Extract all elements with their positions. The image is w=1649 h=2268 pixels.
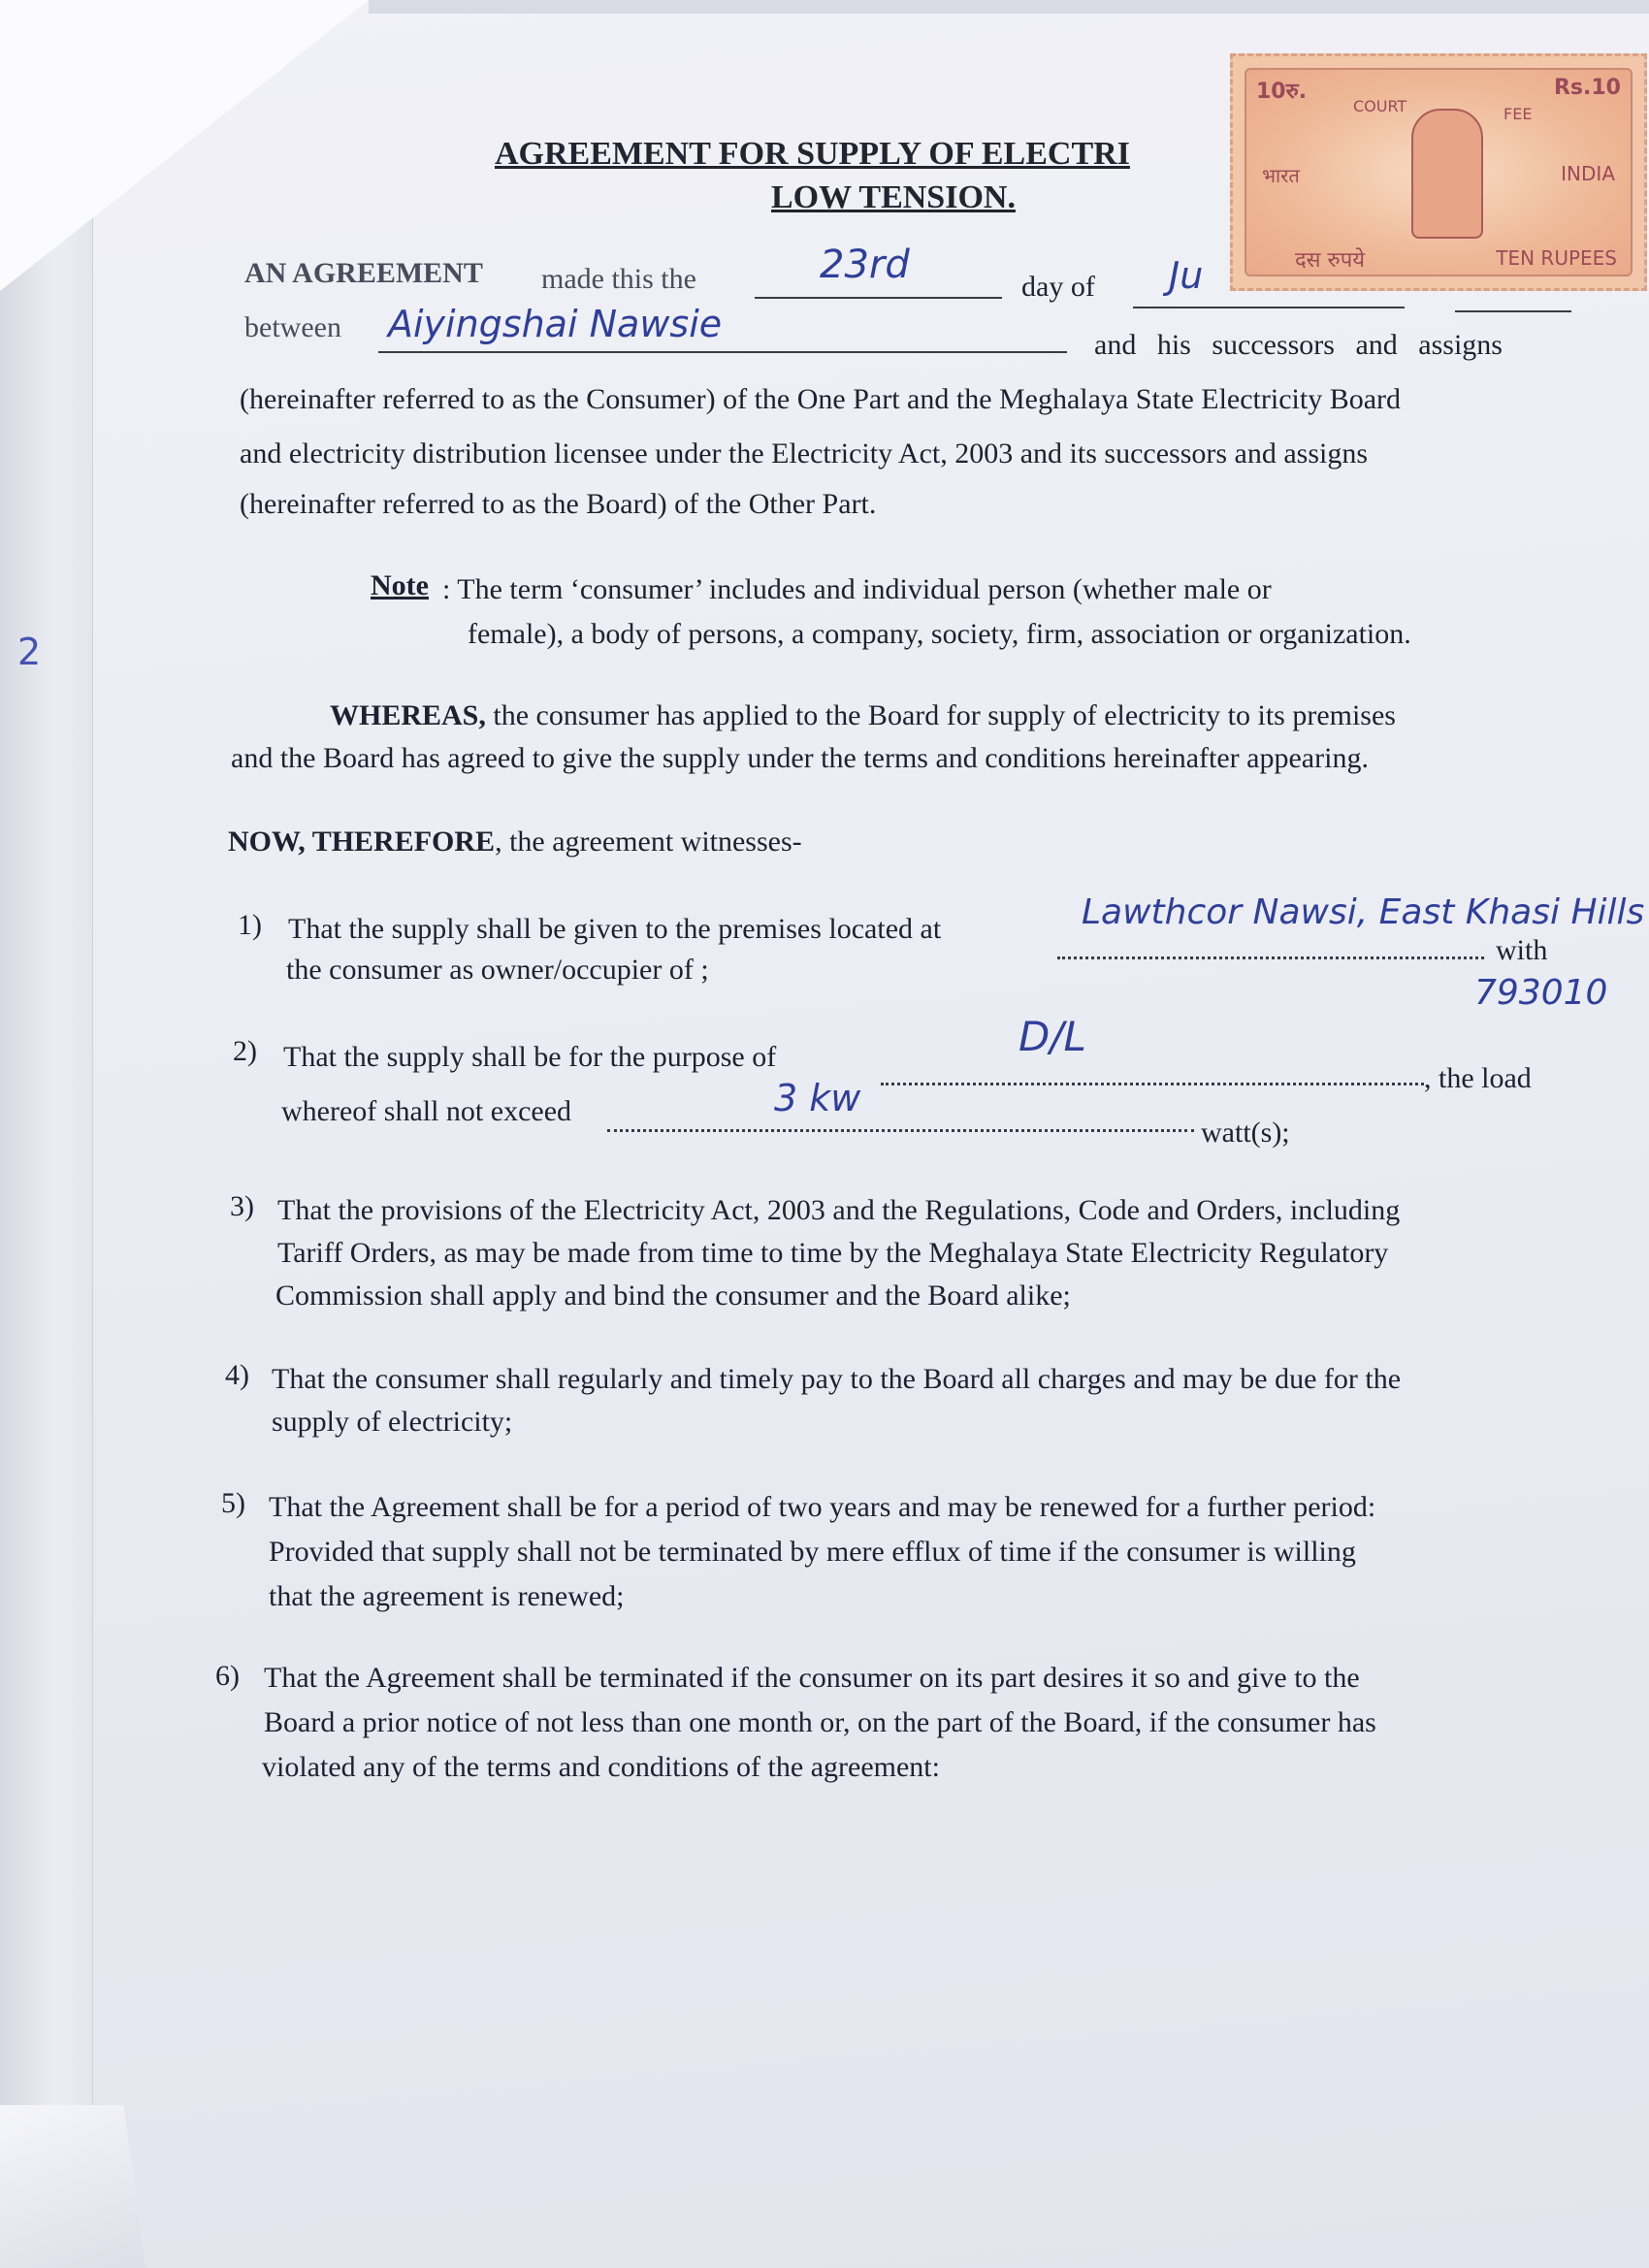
preamble-day-of: day of [1021, 271, 1095, 303]
stamp-english-amount: TEN RUPEES [1496, 246, 1617, 270]
stamp-hindi-amount: दस रुपये [1295, 248, 1365, 273]
note-label: Note [371, 569, 429, 601]
handwritten-month: Ju [1169, 254, 1204, 297]
clause-2-number: 2) [233, 1035, 257, 1067]
purpose-dotted-line [881, 1083, 1424, 1085]
clause-2-line2: whereof shall not exceed [281, 1095, 572, 1127]
folded-corner-top-left [0, 0, 369, 291]
handwritten-purpose: D/L [1018, 1013, 1086, 1060]
clause-1-number: 1) [238, 909, 262, 941]
clause-2-line2-end: watt(s); [1201, 1117, 1290, 1149]
clause-1-line1-end: with [1496, 934, 1548, 966]
preamble-made-this: made this the [541, 263, 696, 295]
whereas-lead: WHEREAS, [330, 699, 486, 731]
preamble-lead: AN AGREEMENT [244, 257, 483, 289]
stamp-india-label: INDIA [1561, 162, 1615, 185]
handwritten-day: 23rd [820, 243, 910, 287]
now-therefore-line [228, 823, 802, 861]
clause-6-line3: violated any of the terms and conditions of the agreement: [262, 1751, 940, 1783]
clause-1-line2: the consumer as owner/occupier of ; [286, 954, 709, 986]
handwritten-pincode: 793010 [1474, 973, 1608, 1013]
folded-corner-bottom-left [0, 2105, 146, 2268]
year-blank-line [1455, 310, 1571, 312]
margin-handwritten-number: 2 [17, 631, 42, 673]
left-page-edge [0, 0, 93, 2268]
preamble-line4: and electricity distribution licensee under the Electricity Act, 2003 and its successors and assigns [240, 437, 1369, 470]
whereas-line1 [330, 697, 1396, 735]
clause-3-line3: Commission shall apply and bind the consumer and the Board alike; [275, 1280, 1071, 1312]
handwritten-load: 3 kw [774, 1077, 861, 1119]
clause-1-line1: That the supply shall be given to the premises located at [288, 913, 942, 945]
consumer-name-blank-line [378, 351, 1067, 353]
preamble-between: between [244, 311, 341, 343]
top-page-edge [369, 0, 1649, 14]
month-blank-line [1133, 307, 1405, 308]
preamble-successors: and his successors and assigns [1094, 329, 1503, 361]
national-emblem-icon [1411, 109, 1483, 239]
now-therefore-rest: , the agreement witnesses- [495, 826, 802, 858]
clause-6-number: 6) [215, 1660, 240, 1692]
note-line1: : The term ‘consumer’ includes and individual person (whether male or [442, 573, 1272, 605]
handwritten-consumer-name: Aiyingshai Nawsie [388, 303, 723, 345]
stamp-fee-label: FEE [1504, 105, 1533, 123]
clause-4-line2: supply of electricity; [272, 1406, 513, 1438]
preamble-line3: (hereinafter referred to as the Consumer) of the One Part and the Meghalaya State Electricity Board [240, 383, 1402, 415]
clause-2-line1: That the supply shall be for the purpose of [283, 1041, 777, 1073]
clause-3-line1: That the provisions of the Electricity Act, 2003 and the Regulations, Code and Orders, including [277, 1194, 1401, 1226]
clause-4-line1: That the consumer shall regularly and timely pay to the Board all charges and may be due for the [272, 1363, 1402, 1395]
clause-6-line2: Board a prior notice of not less than one month or, on the part of the Board, if the consumer has [264, 1706, 1376, 1738]
premises-dotted-line [1057, 956, 1484, 959]
whereas-line2: and the Board has agreed to give the supply under the terms and conditions hereinafter appearing. [231, 742, 1369, 774]
clause-3-line2: Tariff Orders, as may be made from time to time by the Meghalaya State Electricity Regulatory [277, 1237, 1389, 1269]
stamp-value-left: 10रु. [1256, 80, 1308, 104]
whereas-line1-text: the consumer has applied to the Board for supply of electricity to its premises [485, 699, 1396, 731]
clause-5-line1: That the Agreement shall be for a period of two years and may be renewed for a further period: [269, 1491, 1376, 1523]
clause-5-number: 5) [221, 1487, 245, 1519]
clause-3-number: 3) [230, 1190, 254, 1222]
handwritten-premises: Lawthcor Nawsi, East Khasi Hills [1082, 892, 1645, 932]
now-therefore-lead: NOW, THEREFORE [228, 826, 496, 858]
note-line2: female), a body of persons, a company, society, firm, association or organization. [468, 618, 1411, 650]
load-dotted-line [607, 1129, 1194, 1132]
preamble-line5: (hereinafter referred to as the Board) of the Other Part. [240, 488, 877, 520]
clause-4-number: 4) [225, 1359, 249, 1391]
stamp-body [1245, 68, 1633, 276]
document-title-line1: AGREEMENT FOR SUPPLY OF ELECTRI [495, 136, 1130, 172]
document-title-line2: LOW TENSION. [771, 179, 1016, 215]
clause-5-line3: that the agreement is renewed; [269, 1580, 625, 1612]
day-blank-line [755, 297, 1002, 299]
stamp-bharat-label: भारत [1262, 164, 1300, 187]
clause-5-line2: Provided that supply shall not be terminated by mere efflux of time if the consumer is willing [269, 1536, 1356, 1568]
stamp-value-right: Rs.10 [1553, 76, 1621, 100]
court-fee-stamp [1230, 53, 1647, 291]
clause-2-line1-end: , the load [1424, 1062, 1532, 1094]
stamp-court-label: COURT [1353, 97, 1407, 115]
clause-6-line1: That the Agreement shall be terminated if the consumer on its part desires it so and give to the [264, 1662, 1360, 1694]
